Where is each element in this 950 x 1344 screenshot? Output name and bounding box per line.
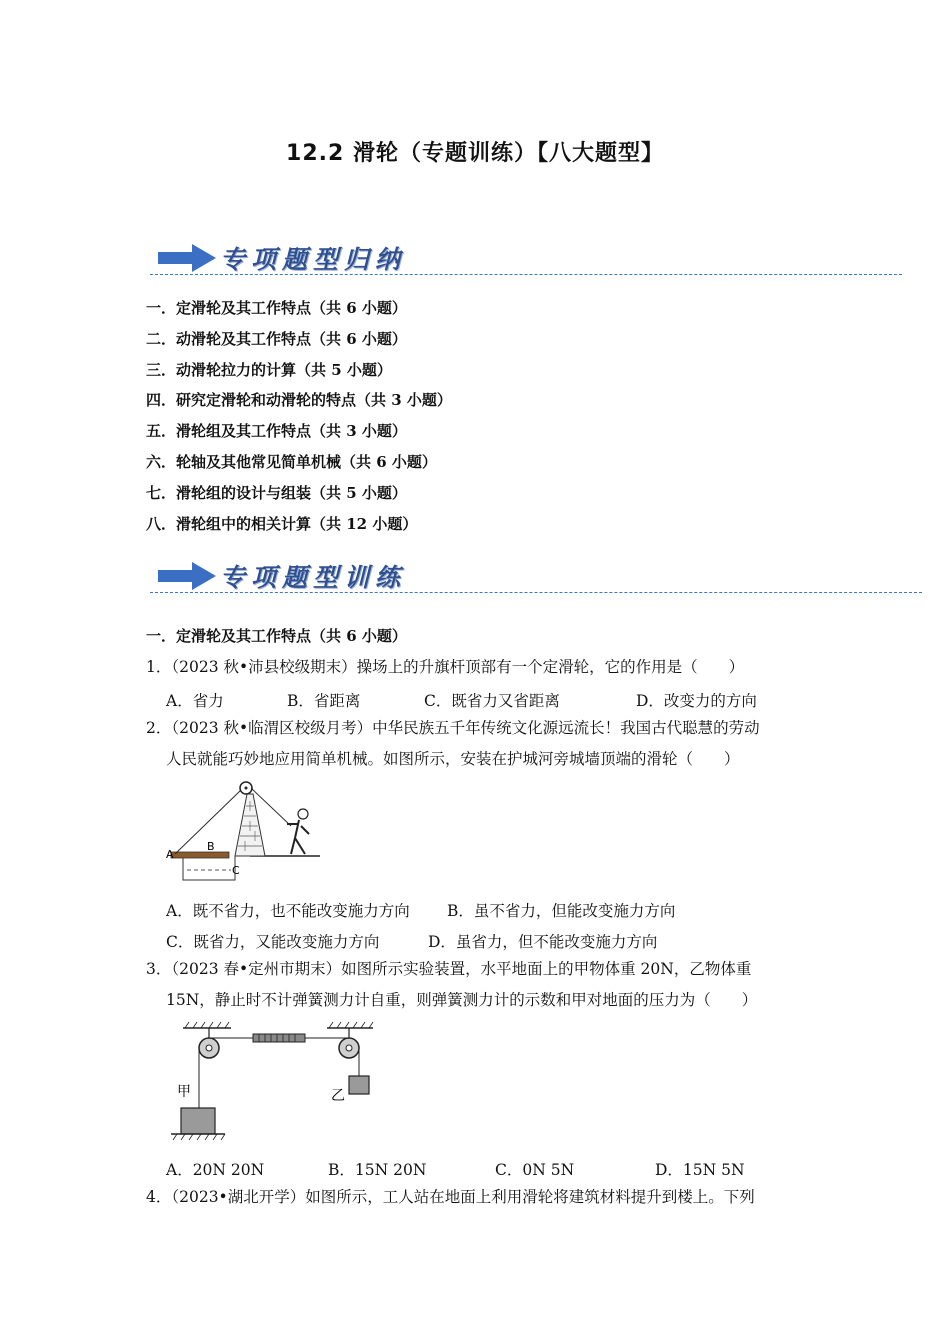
q2-option-c[interactable]: C．既省力，又能改变施力方向 [166, 933, 380, 951]
banner-title: 专项题型训练 [220, 563, 407, 592]
toc-list [146, 293, 452, 539]
q3-option-c[interactable]: C．0N 5N [495, 1161, 575, 1179]
question-3-stem-line1: 3．（2023 春•定州市期末）如图所示实验装置，水平地面上的甲物体重 20N，乙物体重 [146, 960, 752, 978]
page-title: 12.2 滑轮（专题训练）【八大题型】 [286, 141, 664, 166]
question-2-stem-line2: 人民就能巧妙地应用简单机械。如图所示，安装在护城河旁城墙顶端的滑轮（ ） [166, 750, 740, 768]
arrow-icon [158, 244, 218, 272]
toc-item[interactable]: 五．滑轮组及其工作特点（共 3 小题） [146, 422, 407, 441]
q1-option-c[interactable]: C．既省力又省距离 [424, 692, 560, 710]
q1-option-a[interactable]: A．省力 [166, 692, 224, 710]
section-banner-summary [150, 238, 920, 278]
banner-title: 专项题型归纳 [220, 245, 407, 274]
castle-pulley-figure [165, 776, 325, 888]
q1-option-b[interactable]: B．省距离 [287, 692, 361, 710]
question-1-stem: 1．（2023 秋•沛县校级期末）操场上的升旗杆顶部有一个定滑轮，它的作用是（ ） [146, 658, 745, 676]
toc-item[interactable]: 二．动滑轮及其工作特点（共 6 小题） [146, 329, 407, 348]
q2-option-b[interactable]: B．虽不省力，但能改变施力方向 [447, 902, 676, 920]
spring-scale-figure [165, 1020, 375, 1145]
label-a: A [166, 848, 174, 861]
q2-option-a[interactable]: A．既不省力，也不能改变施力方向 [166, 902, 410, 920]
q2-option-d[interactable]: D．虽省力，但不能改变施力方向 [428, 933, 658, 951]
q1-option-d[interactable]: D．改变力的方向 [636, 692, 757, 710]
label-c: C [232, 864, 240, 877]
q3-option-d[interactable]: D．15N 5N [655, 1161, 745, 1179]
divider [150, 274, 902, 275]
question-4-stem-line1: 4．（2023•湖北开学）如图所示，工人站在地面上利用滑轮将建筑材料提升到楼上。下列 [146, 1188, 755, 1206]
toc-item[interactable]: 四．研究定滑轮和动滑轮的特点（共 3 小题） [146, 391, 452, 410]
label-jia: 甲 [177, 1084, 191, 1100]
arrow-icon [158, 562, 218, 590]
label-yi: 乙 [331, 1088, 345, 1104]
toc-item[interactable]: 八．滑轮组中的相关计算（共 12 小题） [146, 514, 418, 533]
q3-option-b[interactable]: B．15N 20N [328, 1161, 427, 1179]
section-heading: 一．定滑轮及其工作特点（共 6 小题） [146, 627, 407, 645]
toc-item[interactable]: 七．滑轮组的设计与组装（共 5 小题） [146, 483, 407, 502]
toc-item[interactable]: 六．轮轴及其他常见简单机械（共 6 小题） [146, 452, 437, 471]
section-banner-training [150, 556, 940, 596]
divider [150, 592, 922, 593]
q3-option-a[interactable]: A．20N 20N [166, 1161, 265, 1179]
toc-item[interactable]: 三．动滑轮拉力的计算（共 5 小题） [146, 360, 392, 379]
label-b: B [207, 840, 215, 853]
question-2-stem-line1: 2．（2023 秋•临渭区校级月考）中华民族五千年传统文化源远流长！我国古代聪慧的劳动 [146, 719, 760, 737]
question-3-stem-line2: 15N，静止时不计弹簧测力计自重，则弹簧测力计的示数和甲对地面的压力为（ ） [166, 991, 758, 1009]
toc-item[interactable]: 一．定滑轮及其工作特点（共 6 小题） [146, 299, 407, 317]
